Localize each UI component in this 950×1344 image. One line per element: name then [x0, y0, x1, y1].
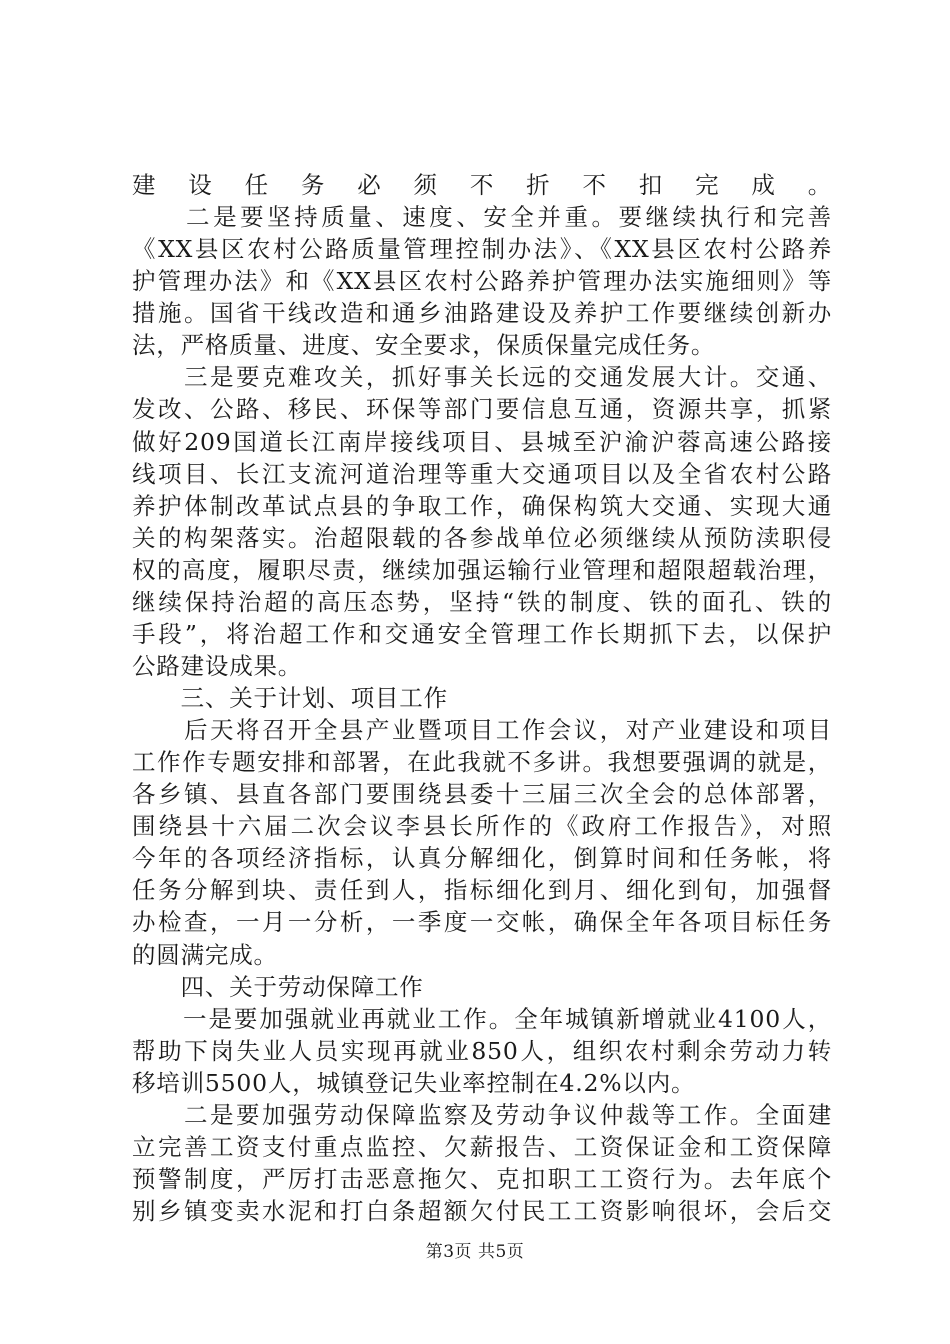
text-line: 建设任务必须不折不扣完成。 [132, 171, 832, 199]
text-line: 一是要加强就业再就业工作。全年城镇新增就业4100人， [132, 1005, 832, 1033]
text-line: 围绕县十六届二次会议李县长所作的《政府工作报告》，对照 [132, 812, 832, 840]
text-line: 《XX县区农村公路质量管理控制办法》、《XX县区农村公路养 [132, 235, 832, 263]
text-line: 关的构架落实。治超限载的各参战单位必须继续从预防渎职侵 [132, 524, 832, 552]
text-line: 三是要克难攻关，抓好事关长远的交通发展大计。交通、 [132, 363, 832, 391]
text-line: 办检查，一月一分析，一季度一交帐，确保全年各项目标任务 [132, 908, 832, 936]
text-line: 措施。国省干线改造和通乡油路建设及养护工作要继续创新办 [132, 299, 832, 327]
text-line: 二是要加强劳动保障监察及劳动争议仲裁等工作。全面建 [132, 1101, 832, 1129]
text-line: 预警制度，严厉打击恶意拖欠、克扣职工工资行为。去年底个 [132, 1165, 832, 1193]
text-line: 二是要坚持质量、速度、安全并重。要继续执行和完善 [132, 203, 832, 231]
text-line: 移培训5500人，城镇登记失业率控制在4.2%以内。 [132, 1069, 696, 1097]
section-heading: 三、关于计划、项目工作 [132, 684, 448, 712]
text-line: 任务分解到块、责任到人，指标细化到月、细化到旬，加强督 [132, 876, 832, 904]
text-line: 的圆满完成。 [132, 941, 278, 969]
text-line: 继续保持治超的高压态势，坚持“铁的制度、铁的面孔、铁的 [132, 588, 832, 616]
text-line: 今年的各项经济指标，认真分解细化，倒算时间和任务帐，将 [132, 844, 832, 872]
text-line: 别乡镇变卖水泥和打白条超额欠付民工工资影响很坏，会后交 [132, 1197, 832, 1225]
text-line: 公路建设成果。 [132, 652, 303, 680]
section-heading: 四、关于劳动保障工作 [132, 973, 424, 1001]
text-line: 线项目、长江支流河道治理等重大交通项目以及全省农村公路 [132, 460, 832, 488]
page-number-footer: 第3页 共5页 [425, 1242, 525, 1262]
text-line: 后天将召开全县产业暨项目工作会议，对产业建设和项目 [132, 716, 832, 744]
text-line: 权的高度，履职尽责，继续加强运输行业管理和超限超载治理， [132, 556, 832, 584]
text-line: 发改、公路、移民、环保等部门要信息互通，资源共享，抓紧 [132, 395, 832, 423]
text-line: 立完善工资支付重点监控、欠薪报告、工资保证金和工资保障 [132, 1133, 832, 1161]
text-line: 手段”，将治超工作和交通安全管理工作长期抓下去，以保护 [132, 620, 832, 648]
text-line: 法，严格质量、进度、安全要求，保质保量完成任务。 [132, 331, 716, 359]
text-line: 做好209国道长江南岸接线项目、县城至沪渝沪蓉高速公路接 [132, 428, 832, 456]
text-line: 护管理办法》和《XX县区农村公路养护管理办法实施细则》等 [132, 267, 832, 295]
text-line: 各乡镇、县直各部门要围绕县委十三届三次全会的总体部署， [132, 780, 832, 808]
text-line: 工作作专题安排和部署，在此我就不多讲。我想要强调的就是， [132, 748, 832, 776]
text-line: 帮助下岗失业人员实现再就业850人，组织农村剩余劳动力转 [132, 1037, 832, 1065]
text-line: 养护体制改革试点县的争取工作，确保构筑大交通、实现大通 [132, 492, 832, 520]
